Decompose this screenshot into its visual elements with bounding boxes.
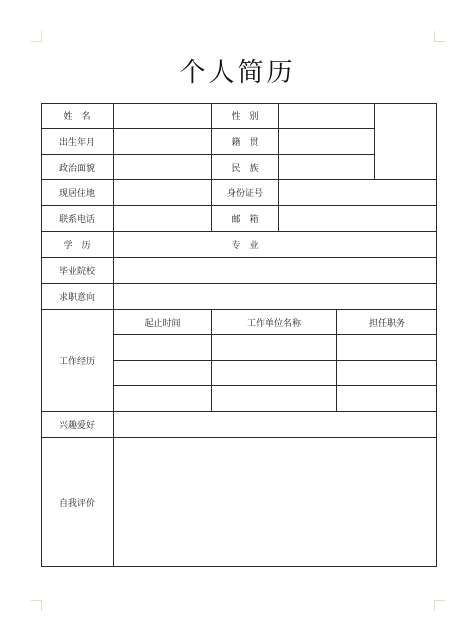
label-education: 学 历 [63,241,91,251]
ethnicity-field[interactable] [279,155,374,179]
address-field[interactable] [114,180,211,205]
id-number-field[interactable] [279,180,437,205]
gender-field[interactable] [279,103,374,128]
label-hobbies: 兴趣爱好 [58,421,95,431]
label-intention: 求职意向 [58,293,95,303]
label-gender: 性 别 [231,112,259,122]
email-field[interactable] [279,206,437,231]
work-row-1-period[interactable] [114,335,211,360]
crop-mark-top-right [434,31,445,42]
intention-field[interactable] [114,284,437,309]
crop-mark-bottom-left [31,600,42,611]
photo-box[interactable] [375,103,437,179]
school-field[interactable] [114,258,437,283]
work-header-company: 工作单位名称 [246,318,301,329]
hobbies-field[interactable] [114,412,437,437]
document-title: 个人简历 [179,58,296,88]
name-field[interactable] [114,103,211,128]
label-native: 籍 贯 [231,138,259,148]
work-row-3-position[interactable] [337,386,437,411]
work-row-2-period[interactable] [114,361,211,385]
label-birth: 出生年月 [58,138,95,148]
crop-mark-bottom-right [434,600,445,611]
education-field[interactable] [114,232,211,257]
label-ethnicity: 民 族 [231,163,259,174]
phone-field[interactable] [114,206,211,231]
major-field[interactable] [279,232,437,257]
native-field[interactable] [279,129,374,154]
label-work: 工作经历 [58,357,95,367]
self-evaluation-field[interactable] [114,438,437,567]
political-field[interactable] [114,155,211,179]
crop-mark-top-left [31,31,42,42]
work-row-1-company[interactable] [212,335,336,360]
birth-field[interactable] [114,129,211,154]
work-row-3-period[interactable] [114,386,211,411]
label-name: 姓 名 [63,112,91,122]
work-header-period: 起止时间 [144,318,181,329]
work-row-1-position[interactable] [337,335,437,360]
label-email: 邮 箱 [231,215,259,225]
label-phone: 联系电话 [58,215,95,225]
label-self-evaluation: 自我评价 [58,499,95,509]
work-row-2-company[interactable] [212,361,336,385]
resume-table [41,103,437,567]
work-row-2-position[interactable] [337,361,437,385]
label-address: 现居住地 [58,189,95,199]
work-header-position: 担任职务 [368,318,405,329]
label-major: 专 业 [231,241,259,251]
label-political: 政治面貌 [58,163,95,174]
label-id-number: 身份证号 [226,189,263,199]
work-row-3-company[interactable] [212,386,336,411]
label-school: 毕业院校 [58,267,95,277]
